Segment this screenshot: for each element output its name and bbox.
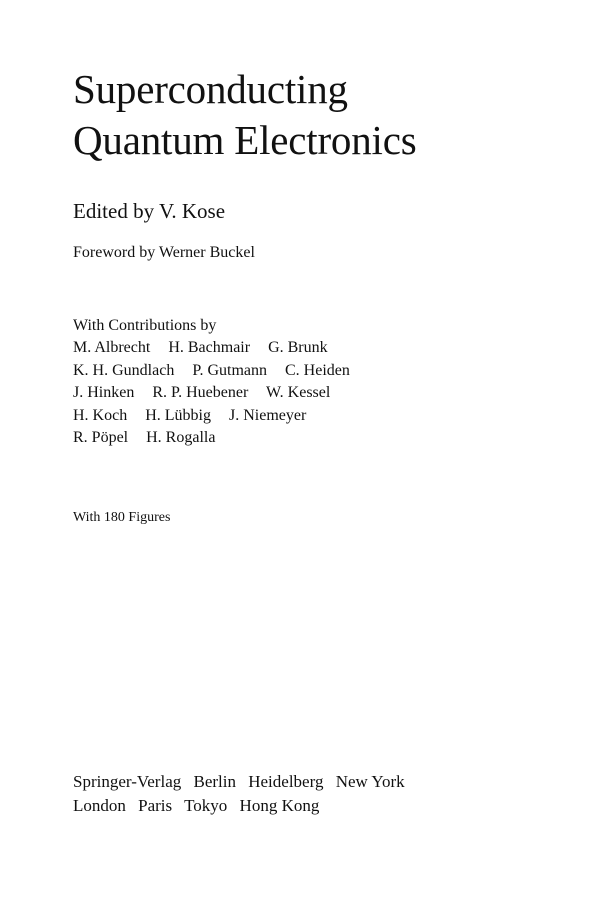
contributor-row: [73, 427, 350, 450]
contributor-name: G. Brunk: [268, 339, 328, 356]
contributions-heading: With Contributions by: [73, 317, 217, 334]
publisher-city: Tokyo: [184, 796, 228, 815]
contributor-name: C. Heiden: [284, 361, 350, 379]
contributor-name: J. Hinken: [73, 384, 135, 402]
contributor-name: R. P. Huebener: [152, 384, 249, 402]
foreword-credit: Foreword by Werner Buckel: [73, 244, 255, 261]
contributor-row: [73, 405, 350, 428]
publisher-city: Paris: [138, 796, 173, 815]
figures-note: With 180 Figures: [73, 510, 171, 525]
contributor-name: P. Gutmann: [192, 361, 267, 379]
contributor-row: [73, 337, 350, 360]
contributor-name: H. Rogalla: [146, 429, 216, 447]
contributor-name: M. Albrecht: [73, 339, 151, 356]
editor-credit: Edited by V. Kose: [73, 199, 226, 223]
contributor-row: [73, 382, 350, 405]
publisher-city: Hong Kong: [239, 796, 320, 815]
book-title-line: Superconducting: [73, 66, 348, 112]
contributor-list: [73, 337, 350, 450]
contributor-name: H. Lübbig: [145, 406, 211, 424]
publisher-line: [73, 770, 405, 794]
publisher-line: [73, 794, 405, 818]
publisher-city: Heidelberg: [248, 772, 324, 791]
publisher-city: New York: [335, 772, 405, 791]
contributor-name: R. Pöpel: [73, 429, 129, 447]
contributor-name: H. Bachmair: [168, 339, 251, 356]
publisher-city: Berlin: [193, 772, 236, 791]
contributor-name: H. Koch: [73, 406, 128, 424]
contributor-row: [73, 360, 350, 383]
contributor-name: W. Kessel: [266, 384, 331, 402]
publisher-name: Springer-Verlag: [73, 772, 182, 791]
book-title: [73, 64, 416, 166]
contributor-name: K. H. Gundlach: [73, 361, 175, 379]
publisher-city: London: [73, 796, 126, 815]
publisher-imprint: [73, 770, 405, 818]
book-title-line: Quantum Electronics: [73, 117, 417, 163]
contributor-name: J. Niemeyer: [229, 406, 307, 424]
